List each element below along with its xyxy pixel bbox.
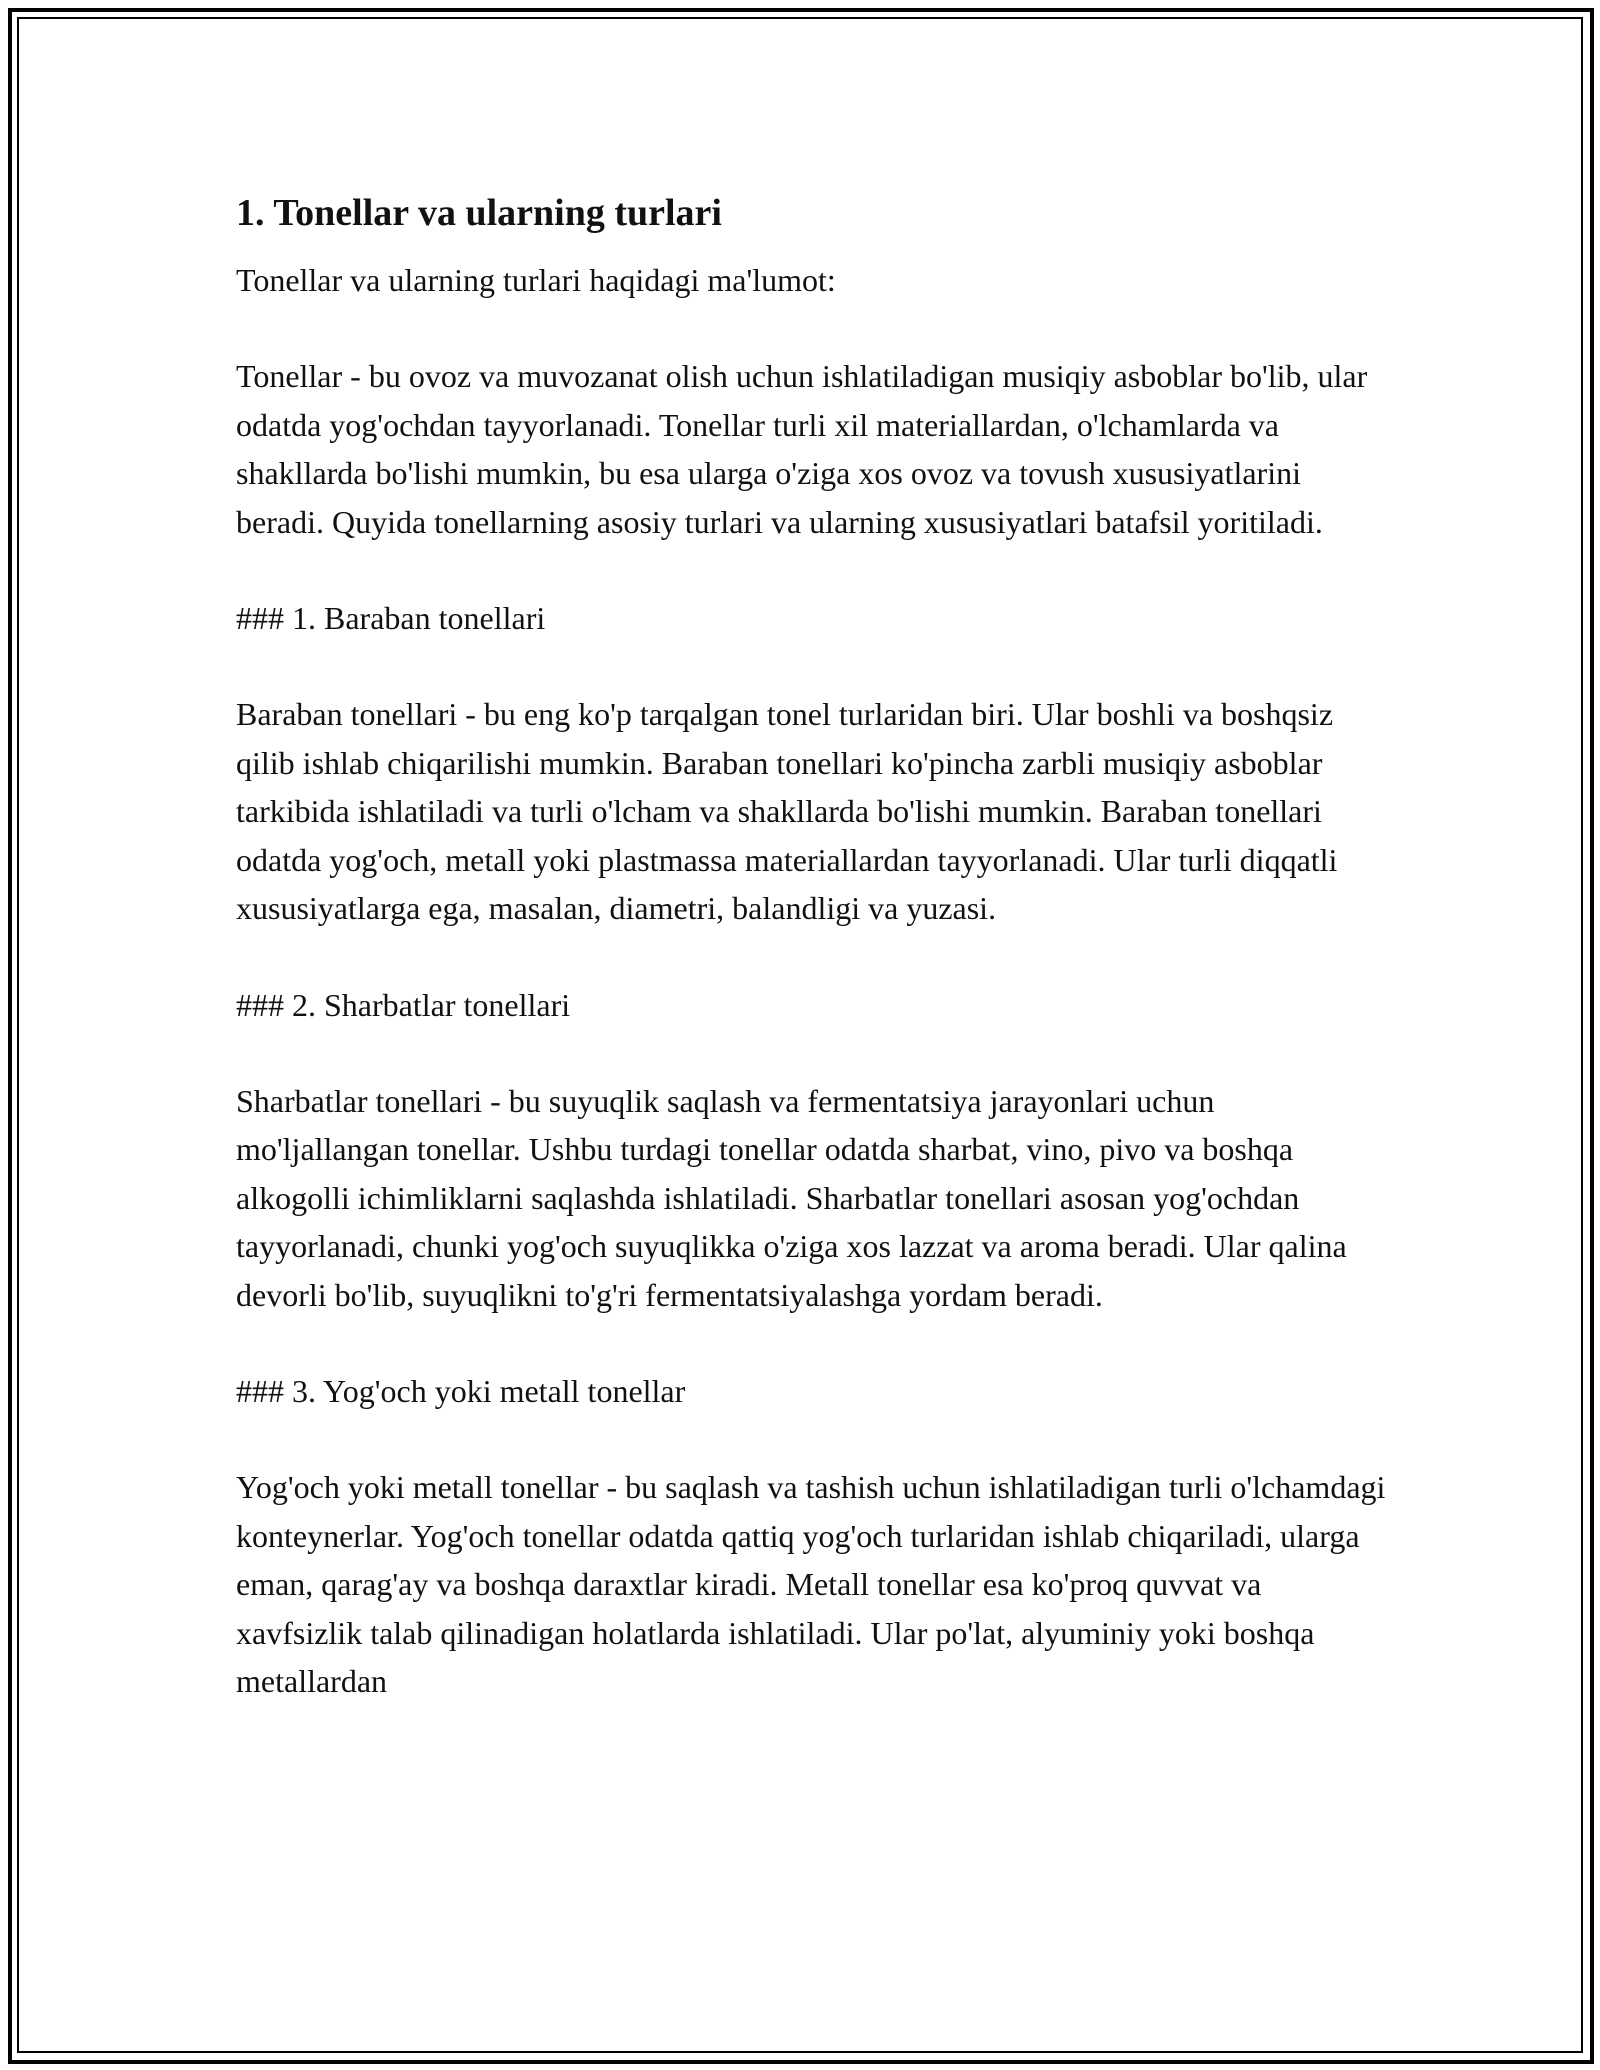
document-body (236, 186, 1386, 1706)
section-text-sharbatlar: Sharbatlar tonellari - bu suyuqlik saqlash va fermentatsiya jarayonlari uchun mo'ljallangan tonellar. Ushbu turdagi tonellar odatda sharbat, vino, pivo va boshqa alkogolli ichimliklarni saqlashda ishlatiladi. Sharbatlar tonellari asosan yog'ochdan tayyorlanadi, chunki yog'och suyuqlikka o'ziga xos lazzat va aroma beradi. Ular qalina devorli bo'lib, suyuqlikni to'g'ri fermentatsiyalashga yordam beradi. (236, 1082, 1347, 1313)
section-text-baraban: Baraban tonellari - bu eng ko'p tarqalgan tonel turlaridan biri. Ular boshli va boshqsiz qilib ishlab chiqarilishi mumkin. Baraban tonellari ko'pincha zarbli musiqiy asboblar tarkibida ishlatiladi va turli o'lcham va shakllarda bo'lishi mumkin. Baraban tonellari odatda yog'och, metall yoki plastmassa materiallardan tayyorlanadi. Ular turli diqqatli xususiyatlarga ega, masalan, diametri, balandligi va yuzasi. (236, 696, 1338, 926)
section-heading-yogoch-metall: ### 3. Yog'och yoki metall tonellar (236, 1373, 686, 1409)
section-heading-sharbatlar: ### 2. Sharbatlar tonellari (236, 986, 571, 1023)
paragraph-intro: Tonellar - bu ovoz va muvozanat olish uchun ishlatiladigan musiqiy asboblar bo'lib, ular odatda yog'ochdan tayyorlanadi. Tonellar turli xil materiallardan, o'lchamlarda va shakllarda bo'lishi mumkin, bu esa ularga o'ziga xos ovoz va tovush xususiyatlarini beradi. Quyida tonellarning asosiy turlari va ularning xususiyatlari batafsil yoritiladi. (236, 358, 1368, 540)
document-title: 1. Tonellar va ularning turlari (236, 192, 722, 234)
section-heading-baraban: ### 1. Baraban tonellari (236, 600, 546, 636)
intro-text: Tonellar va ularning turlari haqidagi ma'lumot: (236, 262, 836, 298)
section-text-yogoch-metall: Yog'och yoki metall tonellar - bu saqlash va tashish uchun ishlatiladigan turli o'lchamdagi konteynerlar. Yog'och tonellar odatda qattiq yog'och turlaridan ishlab chiqariladi, ularga eman, qarag'ay va boshqa daraxtlar kiradi. Metall tonellar esa ko'proq quvvat va xavfsizlik talab qilinadigan holatlarda ishlatiladi. Ular po'lat, alyuminiy yoki boshqa metallardan (236, 1469, 1386, 1699)
